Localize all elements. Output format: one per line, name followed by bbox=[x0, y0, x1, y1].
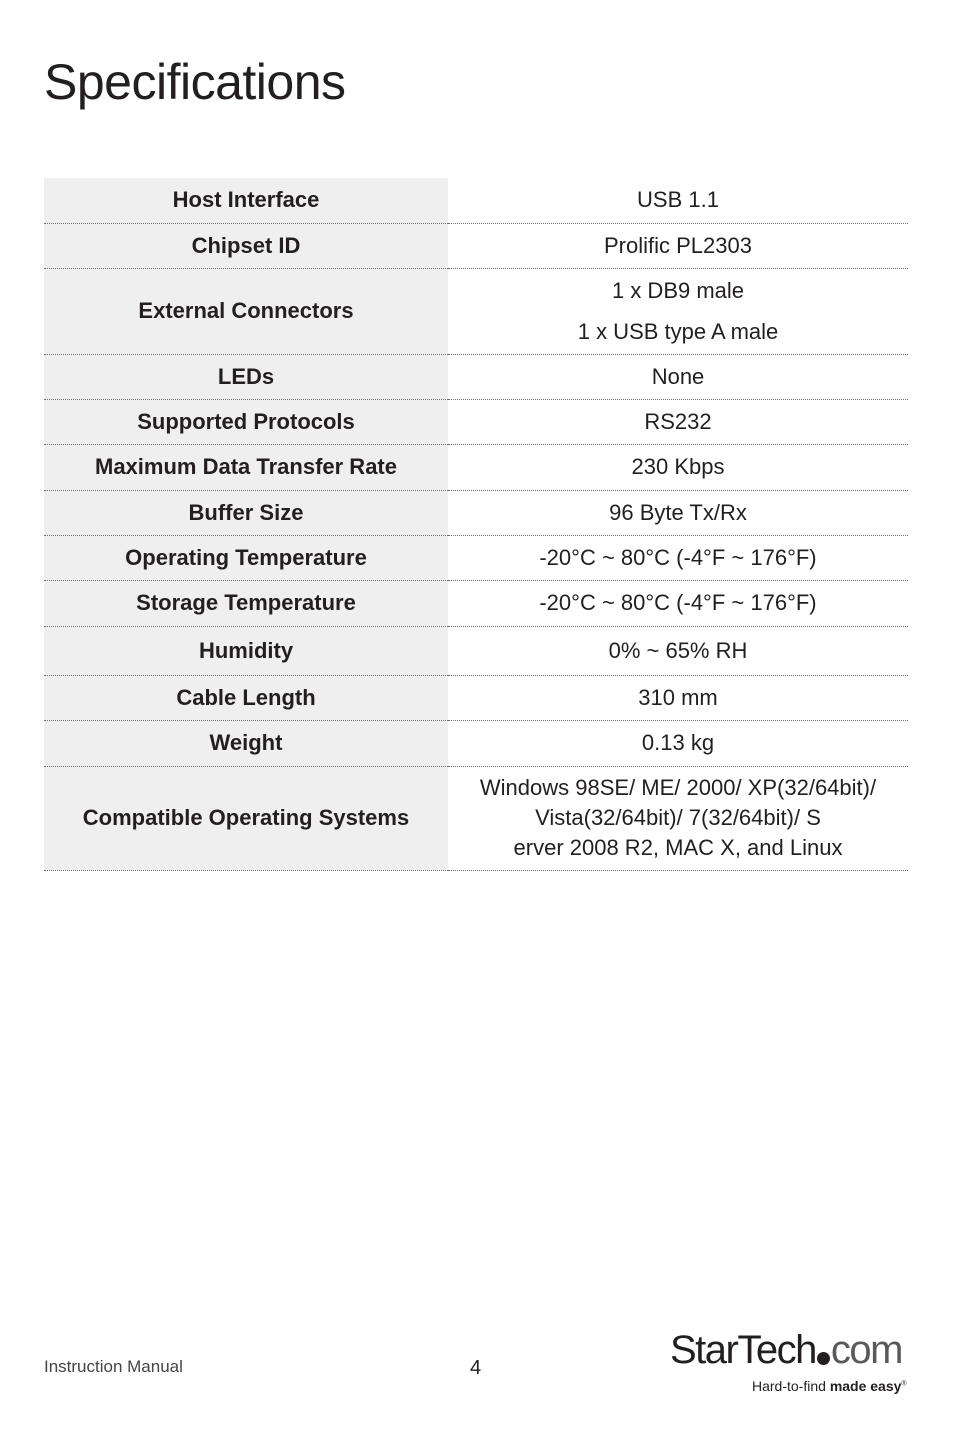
spec-row bbox=[44, 354, 908, 399]
spec-value bbox=[448, 626, 908, 675]
spec-label: Weight bbox=[44, 720, 448, 766]
spec-label: Buffer Size bbox=[44, 490, 448, 535]
spec-value-line: 0.13 kg bbox=[641, 730, 715, 755]
logo-suffix: com bbox=[830, 1328, 902, 1372]
spec-row bbox=[44, 444, 908, 490]
logo-tagline bbox=[752, 1378, 907, 1394]
spec-value bbox=[448, 535, 908, 580]
spec-value-line: erver 2008 R2, MAC X, and Linux bbox=[513, 835, 843, 860]
specifications-table-body bbox=[44, 178, 908, 870]
spec-row bbox=[44, 580, 908, 626]
spec-value-line: -20°C ~ 80°C (-4°F ~ 176°F) bbox=[539, 590, 817, 615]
spec-label: Chipset ID bbox=[44, 223, 448, 268]
spec-label: Cable Length bbox=[44, 675, 448, 720]
spec-label: Compatible Operating Systems bbox=[44, 766, 448, 870]
spec-value-line: None bbox=[651, 363, 705, 389]
registered-mark: ® bbox=[901, 1380, 907, 1388]
spec-row bbox=[44, 720, 908, 766]
spec-label: Operating Temperature bbox=[44, 535, 448, 580]
spec-value bbox=[448, 268, 908, 354]
spec-value-line: 1 x DB9 male bbox=[611, 278, 745, 303]
spec-value-line: 310 mm bbox=[638, 684, 718, 710]
page-title: Specifications bbox=[44, 54, 346, 110]
spec-label: Host Interface bbox=[44, 178, 448, 223]
spec-value bbox=[448, 444, 908, 490]
logo-tagline-start: Hard-to-find bbox=[752, 1378, 830, 1394]
logo-wordmark bbox=[670, 1326, 902, 1374]
page-number: 4 bbox=[470, 1357, 482, 1379]
spec-row bbox=[44, 535, 908, 580]
spec-value-line: RS232 bbox=[644, 408, 712, 434]
spec-row bbox=[44, 626, 908, 675]
startech-logo bbox=[670, 1326, 918, 1398]
spec-value-line: 0% ~ 65% RH bbox=[608, 637, 748, 663]
specifications-table bbox=[44, 178, 908, 871]
spec-value bbox=[448, 178, 908, 223]
spec-label: Maximum Data Transfer Rate bbox=[44, 444, 448, 490]
spec-label: Humidity bbox=[44, 626, 448, 675]
spec-value bbox=[448, 766, 908, 870]
spec-label: Supported Protocols bbox=[44, 399, 448, 444]
spec-value bbox=[448, 675, 908, 720]
spec-label: LEDs bbox=[44, 354, 448, 399]
spec-value bbox=[448, 490, 908, 535]
spec-value-line: Prolific PL2303 bbox=[604, 232, 752, 258]
spec-value-line: 230 Kbps bbox=[631, 454, 725, 479]
spec-value bbox=[448, 354, 908, 399]
spec-row bbox=[44, 223, 908, 268]
spec-value-line: 96 Byte Tx/Rx bbox=[609, 499, 747, 525]
logo-tagline-strong: made easy bbox=[829, 1378, 902, 1394]
spec-label: External Connectors bbox=[44, 268, 448, 354]
spec-row bbox=[44, 490, 908, 535]
spec-value bbox=[448, 399, 908, 444]
spec-row bbox=[44, 178, 908, 223]
spec-row bbox=[44, 766, 908, 870]
spec-value-line: Windows 98SE/ ME/ 2000/ XP(32/64bit)/ bbox=[479, 775, 877, 800]
spec-value-line: 1 x USB type A male bbox=[577, 319, 779, 344]
spec-value bbox=[448, 223, 908, 268]
logo-dot-icon bbox=[817, 1352, 830, 1365]
footer-document-name: Instruction Manual bbox=[44, 1357, 183, 1376]
spec-value-line: -20°C ~ 80°C (-4°F ~ 176°F) bbox=[539, 544, 817, 570]
spec-value bbox=[448, 580, 908, 626]
spec-row bbox=[44, 268, 908, 354]
spec-value-line: USB 1.1 bbox=[637, 187, 719, 213]
spec-label: Storage Temperature bbox=[44, 580, 448, 626]
spec-value-line: Vista(32/64bit)/ 7(32/64bit)/ S bbox=[535, 805, 821, 830]
spec-value bbox=[448, 720, 908, 766]
spec-row bbox=[44, 675, 908, 720]
spec-row bbox=[44, 399, 908, 444]
logo-brand: StarTech bbox=[670, 1328, 816, 1372]
